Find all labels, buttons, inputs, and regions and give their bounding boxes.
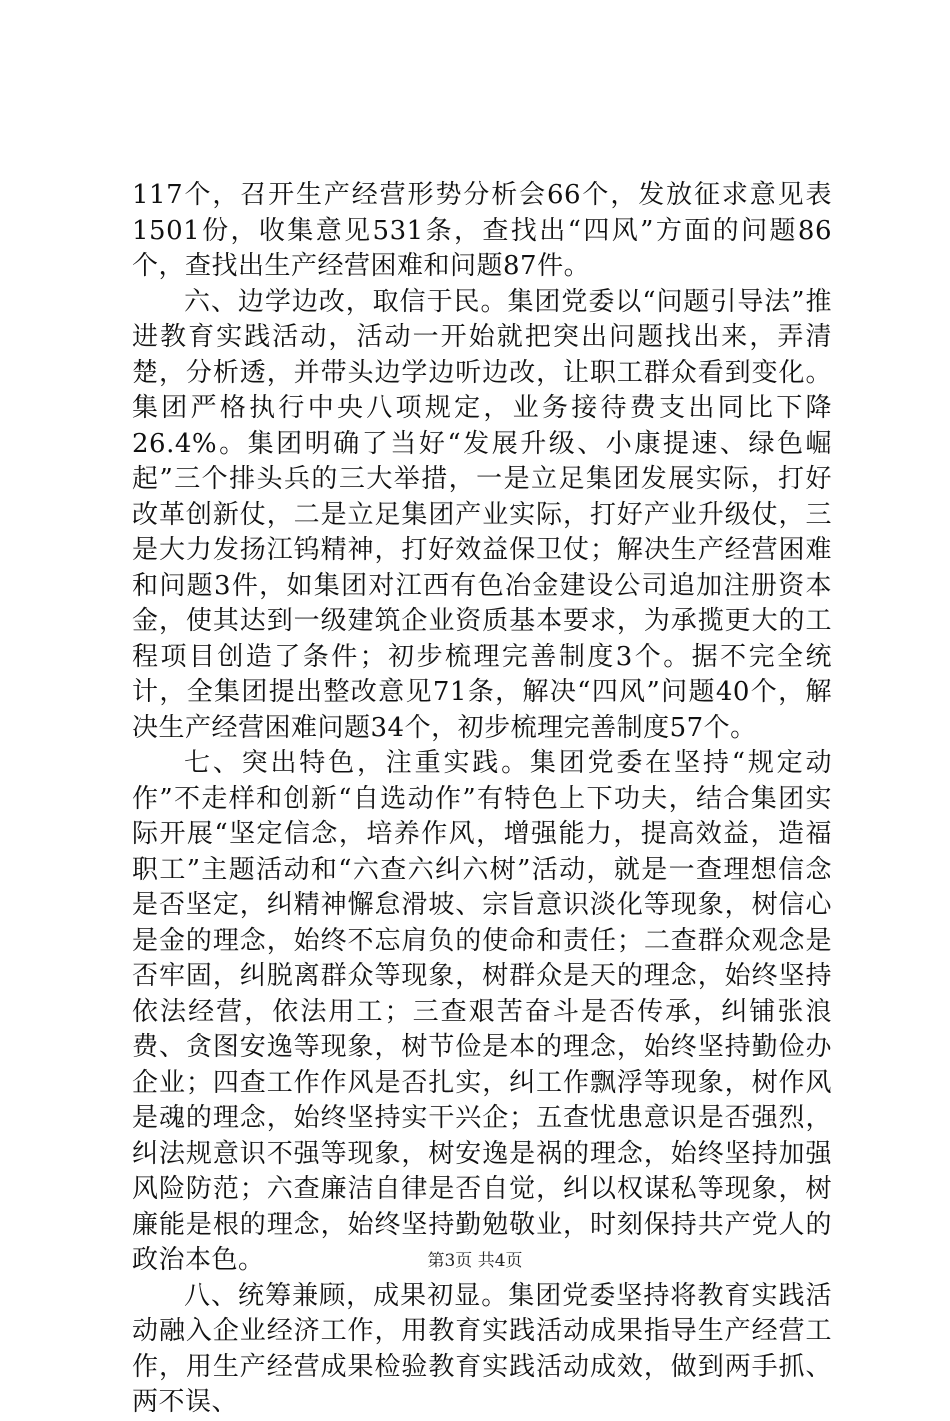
page-footer: 第3页 共4页	[427, 1251, 523, 1271]
paragraph-section-eight: 八、统筹兼顾，成果初显。集团党委坚持将教育实践活动融入企业经济工作，用教育实践活动成果指导生产经营工作，用生产经营成果检验教育实践活动成效，做到两手抓、两不误、	[132, 1280, 832, 1417]
paragraph-section-six: 六、边学边改，取信于民。集团党委以“问题引导法”推进教育实践活动，活动一开始就把突出问题找出来，弄清楚，分析透，并带头边学边听边改，让职工群众看到变化。集团严格执行中央八项规定，业务接待费支出同比下降26.4%。集团明确了当好“发展升级、小康提速、绿色崛起”三个排头兵的三大举措，一是立足集团发展实际，打好改革创新仗，二是立足集团产业实际，打好产业升级仗，三是大力发扬江钨精神，打好效益保卫仗；解决生产经营困难和问题3件，如集团对江西有色冶金建设公司追加注册资本金，使其达到一级建筑企业资质基本要求，为承揽更大的工程项目创造了条件；初步梳理完善制度3个。据不完全统计，全集团提出整改意见71条，解决“四风”问题40个，解决生产经营困难问题34个，初步梳理完善制度57个。	[132, 286, 832, 743]
paragraph-section-seven: 七、突出特色，注重实践。集团党委在坚持“规定动作”不走样和创新“自选动作”有特色上下功夫，结合集团实际开展“坚定信念，培养作风，增强能力，提高效益，造福职工”主题活动和“六查六纠六树”活动，就是一查理想信念是否坚定，纠精神懈怠滑坡、宗旨意识淡化等现象，树信心是金的理念，始终不忘肩负的使命和责任；二查群众观念是否牢固，纠脱离群众等现象，树群众是天的理念，始终坚持依法经营，依法用工；三查艰苦奋斗是否传承，纠铺张浪费、贪图安逸等现象，树节俭是本的理念，始终坚持勤俭办企业；四查工作作风是否扎实，纠工作飘浮等现象，树作风是魂的理念，始终坚持实干兴企；五查忧患意识是否强烈，纠法规意识不强等现象，树安逸是祸的理念，始终坚持加强风险防范；六查廉洁自律是否自觉，纠以权谋私等现象，树廉能是根的理念，始终坚持勤勉敬业，时刻保持共产党人的政治本色。	[132, 748, 832, 1275]
paragraph-continuation: 117个，召开生产经营形势分析会66个，发放征求意见表1501份，收集意见531条，查找出“四风”方面的问题86个，查找出生产经营困难和问题87件。	[132, 180, 832, 281]
body-text	[132, 178, 832, 1421]
